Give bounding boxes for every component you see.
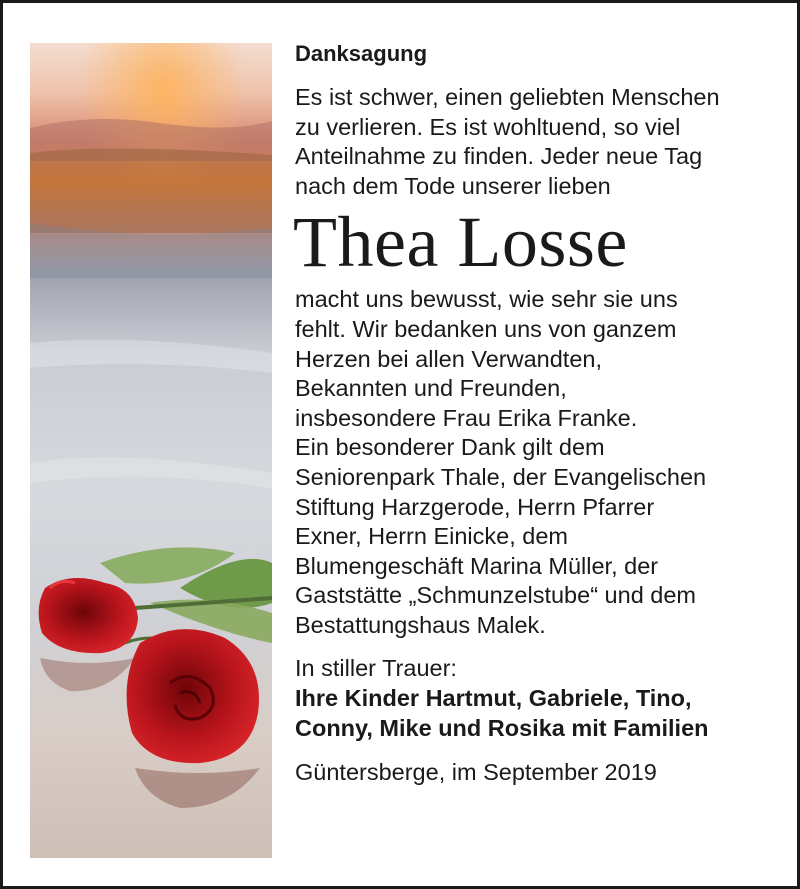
place-date: Güntersberge, im September 2019 [295, 759, 657, 786]
thanks-line: macht uns bewusst, wie sehr sie uns [295, 286, 678, 313]
thanks-line: Ein besonderer Dank gilt dem [295, 434, 605, 461]
notice-heading: Danksagung [295, 41, 428, 66]
thanks-line: Bestattungshaus Malek. [295, 611, 546, 638]
thanks-line: Seniorenpark Thale, der Evangelischen [295, 463, 707, 490]
thanks-paragraph [295, 285, 780, 640]
thanks-line: Gaststätte „Schmunzelstube“ und dem [295, 582, 697, 609]
intro-line: Es ist schwer, einen geliebten Menschen [295, 84, 720, 110]
thanks-line: Stiftung Harzgerode, Herrn Pfarrer [295, 493, 655, 520]
intro-line: Anteilnahme zu finden. Jeder neue Tag [295, 143, 703, 170]
thanks-line: Herzen bei allen Verwandten, [295, 345, 603, 372]
roses-photo-icon [30, 43, 272, 858]
intro-paragraph [295, 83, 780, 201]
intro-line: nach dem Tode unserer lieben [295, 172, 611, 199]
deceased-name: Thea Losse [293, 202, 628, 283]
thanks-line: insbesondere Frau Erika Franke. [295, 404, 638, 431]
signatories [295, 683, 780, 743]
signatories-line: Ihre Kinder Hartmut, Gabriele, Tino, [295, 685, 692, 712]
notice-text [295, 39, 780, 787]
intro-line: zu verlieren. Es ist wohltuend, so viel [295, 113, 681, 140]
mourning-label: In stiller Trauer: [295, 654, 457, 681]
thanks-line: Bekannten und Freunden, [295, 375, 567, 402]
thanks-line: Blumengeschäft Marina Müller, der [295, 552, 659, 579]
signatories-line: Conny, Mike und Rosika mit Familien [295, 715, 709, 742]
roses-on-water-image [30, 43, 272, 858]
thanks-line: Exner, Herrn Einicke, dem [295, 523, 568, 550]
thanks-line: fehlt. Wir bedanken uns von ganzem [295, 315, 677, 342]
